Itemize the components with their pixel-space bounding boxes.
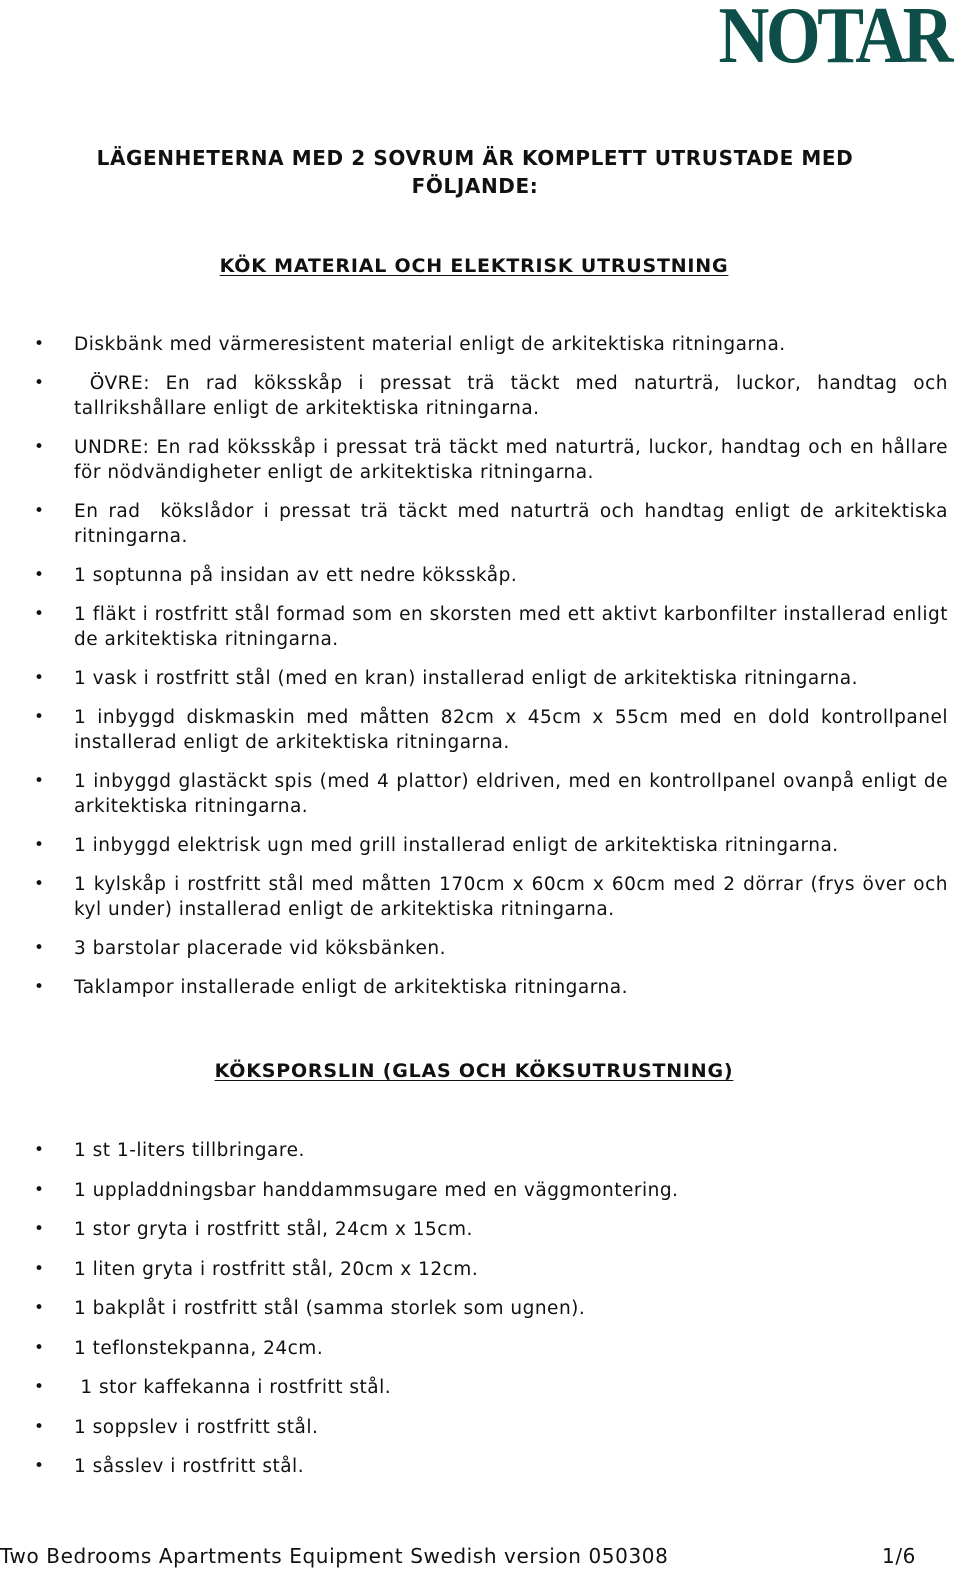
list-item: • 1 vask i rostfritt stål (med en kran) installerad enligt de arkitektiska ritningarna.: [0, 666, 948, 691]
kitchen-equipment-list: [0, 332, 955, 1014]
footer-document-name: Two Bedrooms Apartments Equipment Swedish version 050308: [0, 1544, 669, 1568]
list-item: • 1 uppladdningsbar handdammsugare med en väggmontering.: [0, 1178, 948, 1203]
kitchenware-list: [0, 1138, 948, 1494]
section-heading-kitchen: [0, 253, 948, 279]
list-item: • 1 fläkt i rostfritt stål formad som en skorsten med ett aktivt karbonfilter installerad enligt de arkitektiska ritningarna.: [0, 602, 948, 652]
list-item: • UNDRE: En rad köksskåp i pressat trä täckt med naturträ, luckor, handtag och en hållare för nödvändigheter enligt de arkitektiska ritningarna.: [0, 435, 948, 485]
list-item: • 3 barstolar placerade vid köksbänken.: [0, 936, 948, 961]
list-item: • 1 soptunna på insidan av ett nedre köksskåp.: [0, 563, 948, 588]
section-heading-kitchenware: [0, 1058, 948, 1084]
section-heading-kitchenware-text: KÖKSPORSLIN (GLAS OCH KÖKSUTRUSTNING): [214, 1060, 734, 1082]
list-item: • 1 inbyggd elektrisk ugn med grill installerad enligt de arkitektiska ritningarna.: [0, 833, 948, 858]
list-item: • 1 soppslev i rostfritt stål.: [0, 1415, 948, 1440]
list-item: • 1 inbyggd diskmaskin med måtten 82cm x 45cm x 55cm med en dold kontrollpanel installerad enligt de arkitektiska ritningarna.: [0, 705, 948, 755]
list-item: • Taklampor installerade enligt de arkitektiska ritningarna.: [0, 975, 948, 1000]
list-item: • ÖVRE: En rad köksskåp i pressat trä täckt med naturträ, luckor, handtag och tallrikshållare enligt de arkitektiska ritningarna.: [0, 371, 948, 421]
section-heading-kitchen-text: KÖK MATERIAL OCH ELEKTRISK UTRUSTNING: [219, 255, 729, 277]
footer-page-number: 1/6: [882, 1544, 916, 1568]
list-item: • 1 liten gryta i rostfritt stål, 20cm x 12cm.: [0, 1257, 948, 1282]
list-item: • 1 kylskåp i rostfritt stål med måtten 170cm x 60cm x 60cm med 2 dörrar (frys över och kyl under) installerad enligt de arkitektiska ritningarna.: [0, 872, 948, 922]
list-item: • 1 såsslev i rostfritt stål.: [0, 1454, 948, 1479]
list-item: • 1 inbyggd glastäckt spis (med 4 plattor) eldriven, med en kontrollpanel ovanpå enligt de arkitektiska ritningarna.: [0, 769, 948, 819]
list-item: • 1 stor kaffekanna i rostfritt stål.: [0, 1375, 948, 1400]
document-title: LÄGENHETERNA MED 2 SOVRUM ÄR KOMPLETT UTRUSTADE MED FÖLJANDE:: [96, 146, 854, 198]
notar-logo: NOTAR: [718, 0, 950, 80]
list-item: • Diskbänk med värmeresistent material enligt de arkitektiska ritningarna.: [0, 332, 948, 357]
list-item: • 1 bakplåt i rostfritt stål (samma storlek som ugnen).: [0, 1296, 948, 1321]
list-item: • En rad kökslådor i pressat trä täckt med naturträ och handtag enligt de arkitektiska ritningarna.: [0, 499, 948, 549]
list-item: • 1 teflonstekpanna, 24cm.: [0, 1336, 948, 1361]
list-item: • 1 st 1-liters tillbringare.: [0, 1138, 948, 1163]
list-item: • 1 stor gryta i rostfritt stål, 24cm x 15cm.: [0, 1217, 948, 1242]
